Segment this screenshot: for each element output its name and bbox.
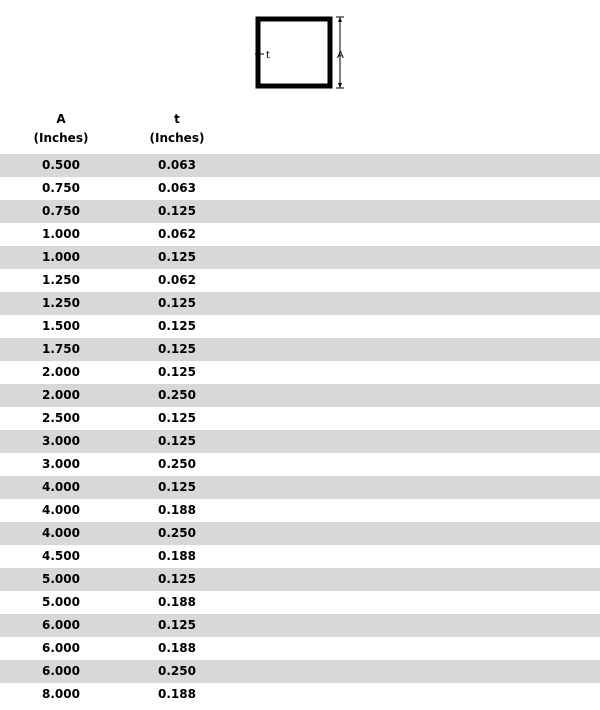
cell-a-value: 1.000: [42, 227, 80, 241]
table-row: [0, 430, 600, 453]
column-header-t-symbol: t: [174, 112, 180, 126]
diagram-label-t: t: [266, 50, 270, 61]
cell-a-value: 1.750: [42, 342, 80, 356]
square-tube-icon: [248, 10, 358, 95]
cell-a-value: 1.250: [42, 273, 80, 287]
cell-t-value: 0.125: [158, 365, 196, 379]
column-header-a: [21, 110, 101, 148]
column-header-t-unit: (Inches): [149, 131, 205, 145]
cell-t-value: 0.125: [158, 342, 196, 356]
cell-t-value: 0.062: [158, 227, 196, 241]
table-row: [0, 361, 600, 384]
table-row: [0, 476, 600, 499]
table-row: [0, 522, 600, 545]
table-row: [0, 154, 600, 177]
cell-a-value: 2.000: [42, 388, 80, 402]
cell-t-value: 0.188: [158, 687, 196, 701]
cell-t-value: 0.125: [158, 319, 196, 333]
cell-t-value: 0.125: [158, 250, 196, 264]
table-row: [0, 246, 600, 269]
cell-a-value: 4.500: [42, 549, 80, 563]
cell-a-value: 3.000: [42, 457, 80, 471]
table-row: [0, 407, 600, 430]
cell-t-value: 0.125: [158, 618, 196, 632]
table-row: [0, 499, 600, 522]
table-row: [0, 338, 600, 361]
table-row: [0, 591, 600, 614]
table-row: [0, 315, 600, 338]
size-table: [0, 154, 600, 706]
cell-a-value: 5.000: [42, 572, 80, 586]
cell-t-value: 0.250: [158, 388, 196, 402]
a-arrow-bottom: [338, 83, 342, 88]
table-row: [0, 384, 600, 407]
table-row: [0, 453, 600, 476]
cell-a-value: 5.000: [42, 595, 80, 609]
table-row: [0, 177, 600, 200]
cell-a-value: 6.000: [42, 618, 80, 632]
column-header-a-unit: (Inches): [33, 131, 89, 145]
cell-t-value: 0.250: [158, 457, 196, 471]
table-row: [0, 223, 600, 246]
column-header-t: [137, 110, 217, 148]
cell-a-value: 6.000: [42, 641, 80, 655]
cell-a-value: 0.500: [42, 158, 80, 172]
cell-a-value: 4.000: [42, 526, 80, 540]
cell-t-value: 0.125: [158, 411, 196, 425]
cell-t-value: 0.250: [158, 526, 196, 540]
cell-t-value: 0.125: [158, 296, 196, 310]
cell-t-value: 0.063: [158, 158, 196, 172]
cell-a-value: 0.750: [42, 204, 80, 218]
cell-t-value: 0.062: [158, 273, 196, 287]
cell-t-value: 0.125: [158, 572, 196, 586]
column-header-a-symbol: A: [56, 112, 66, 126]
cell-a-value: 0.750: [42, 181, 80, 195]
square-tube-diagram: [248, 10, 358, 95]
table-row: [0, 200, 600, 223]
table-row: [0, 683, 600, 706]
cell-t-value: 0.125: [158, 480, 196, 494]
cell-a-value: 1.250: [42, 296, 80, 310]
table-row: [0, 568, 600, 591]
cell-t-value: 0.125: [158, 434, 196, 448]
cell-a-value: 1.500: [42, 319, 80, 333]
cell-a-value: 4.000: [42, 503, 80, 517]
table-row: [0, 292, 600, 315]
table-row: [0, 545, 600, 568]
a-arrow-top: [338, 17, 342, 22]
cell-t-value: 0.063: [158, 181, 196, 195]
cell-t-value: 0.188: [158, 503, 196, 517]
cell-a-value: 8.000: [42, 687, 80, 701]
cell-t-value: 0.188: [158, 641, 196, 655]
cell-a-value: 1.000: [42, 250, 80, 264]
table-row: [0, 614, 600, 637]
table-row: [0, 269, 600, 292]
cell-t-value: 0.125: [158, 204, 196, 218]
table-row: [0, 660, 600, 683]
cell-a-value: 4.000: [42, 480, 80, 494]
cell-a-value: 3.000: [42, 434, 80, 448]
cell-t-value: 0.250: [158, 664, 196, 678]
cell-a-value: 6.000: [42, 664, 80, 678]
cell-t-value: 0.188: [158, 549, 196, 563]
cell-a-value: 2.500: [42, 411, 80, 425]
table-row: [0, 637, 600, 660]
cell-t-value: 0.188: [158, 595, 196, 609]
diagram-label-a: A: [337, 50, 344, 61]
cell-a-value: 2.000: [42, 365, 80, 379]
